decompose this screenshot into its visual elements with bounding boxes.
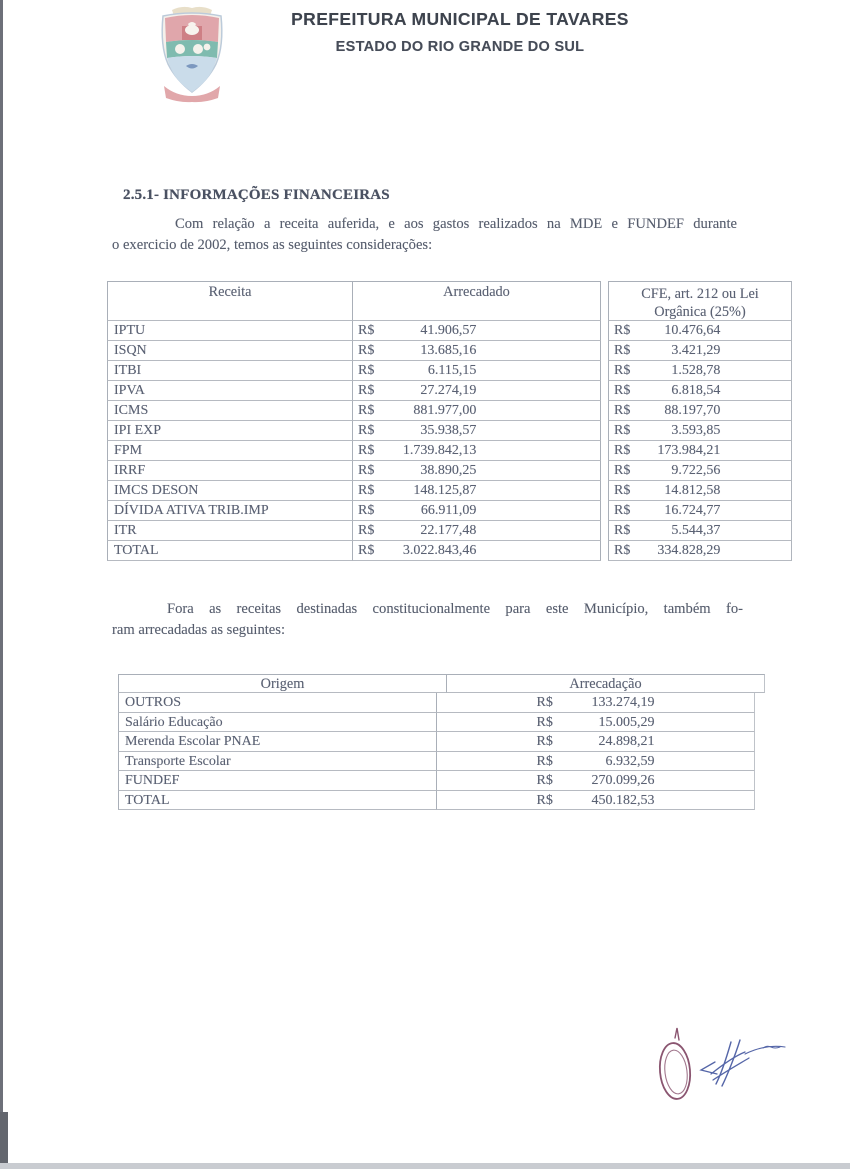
intro-line-2: o exercicio de 2002, temos as seguintes considerações:: [112, 237, 433, 253]
cell-arrecadado: R$ 41.906,57: [352, 321, 601, 341]
origin-table-header-arrecadacao: Arrecadação: [446, 674, 765, 693]
table-row: Transporte Escolar: [118, 752, 446, 772]
table-row: ITBI: [107, 361, 352, 381]
column-gap: [601, 281, 608, 321]
cell-arrecadacao: R$ 6.932,59: [436, 752, 755, 772]
cell-arrecadado: R$ 6.115,15: [352, 361, 601, 381]
cell-arrecadado: R$ 27.274,19: [352, 381, 601, 401]
revenue-table-header-cfe: CFE, art. 212 ou Lei Orgânica (25%): [608, 281, 792, 321]
cell-arrecadacao: R$ 15.005,29: [436, 713, 755, 733]
cell-arrecadado: R$ 1.739.842,13: [352, 441, 601, 461]
table-row: IPTU: [107, 321, 352, 341]
cell-arrecadacao: R$ 24.898,21: [436, 732, 755, 752]
cell-arrecadado: R$ 148.125,87: [352, 481, 601, 501]
cell-cfe: R$ 173.984,21: [608, 441, 792, 461]
cell-arrecadado-total: R$ 3.022.843,46: [352, 541, 601, 561]
cell-arrecadado: R$ 881.977,00: [352, 401, 601, 421]
table-row: Salário Educação: [118, 713, 446, 733]
table-row: FPM: [107, 441, 352, 461]
origin-table-header-origem: Origem: [118, 674, 446, 693]
cell-cfe: R$ 3.593,85: [608, 421, 792, 441]
letterhead-subtitle: ESTADO DO RIO GRANDE DO SUL: [335, 39, 585, 55]
intro-line-1: Com relação a receita auferida, e aos gastos realizados na MDE e FUNDEF durante: [175, 216, 737, 232]
table-row: IPVA: [107, 381, 352, 401]
table-row: ITR: [107, 521, 352, 541]
section-title: 2.5.1- INFORMAÇÕES FINANCEIRAS: [123, 187, 390, 203]
table-row: FUNDEF: [118, 771, 446, 791]
letterhead: [240, 9, 680, 55]
cell-arrecadado: R$ 35.938,57: [352, 421, 601, 441]
origin-table: [118, 674, 765, 810]
signature-icon: [645, 1024, 795, 1124]
cell-arrecadacao-total: R$ 450.182,53: [436, 791, 755, 811]
table-row: ISQN: [107, 341, 352, 361]
middle-paragraph: [112, 599, 746, 641]
cell-cfe-total: R$ 334.828,29: [608, 541, 792, 561]
municipal-crest-icon: [146, 2, 238, 104]
revenue-table-header-receita: Receita: [107, 281, 352, 321]
table-row: IRRF: [107, 461, 352, 481]
cell-arrecadacao: R$ 133.274,19: [436, 693, 755, 713]
cell-arrecadado: R$ 13.685,16: [352, 341, 601, 361]
cell-arrecadado: R$ 66.911,09: [352, 501, 601, 521]
cell-cfe: R$ 3.421,29: [608, 341, 792, 361]
revenue-table-header-arrecadado: Arrecadado: [352, 281, 601, 321]
table-row: OUTROS: [118, 693, 446, 713]
cell-cfe: R$ 9.722,56: [608, 461, 792, 481]
table-row-total: TOTAL: [118, 791, 446, 811]
table-row: DÍVIDA ATIVA TRIB.IMP: [107, 501, 352, 521]
table-row: IMCS DESON: [107, 481, 352, 501]
cell-cfe: R$ 6.818,54: [608, 381, 792, 401]
scan-edge-bottom: [0, 1163, 850, 1169]
letterhead-title: PREFEITURA MUNICIPAL DE TAVARES: [291, 9, 629, 29]
cell-cfe: R$ 10.476,64: [608, 321, 792, 341]
cell-cfe: R$ 1.528,78: [608, 361, 792, 381]
intro-paragraph: [112, 214, 742, 256]
table-row: Merenda Escolar PNAE: [118, 732, 446, 752]
middle-line-2: ram arrecadadas as seguintes:: [112, 622, 286, 638]
cell-arrecadacao: R$ 270.099,26: [436, 771, 755, 791]
table-row-total: TOTAL: [107, 541, 352, 561]
cell-cfe: R$ 5.544,37: [608, 521, 792, 541]
scan-edge-left: [0, 0, 3, 1169]
cell-arrecadado: R$ 38.890,25: [352, 461, 601, 481]
cell-arrecadado: R$ 22.177,48: [352, 521, 601, 541]
cell-cfe: R$ 16.724,77: [608, 501, 792, 521]
table-row: ICMS: [107, 401, 352, 421]
table-row: IPI EXP: [107, 421, 352, 441]
cell-cfe: R$ 88.197,70: [608, 401, 792, 421]
cell-cfe: R$ 14.812,58: [608, 481, 792, 501]
middle-line-1: Fora as receitas destinadas constitucionalmente para este Município, também fo-: [167, 601, 743, 617]
revenue-table: [107, 281, 792, 561]
scan-edge-left-bottom: [0, 1112, 8, 1169]
